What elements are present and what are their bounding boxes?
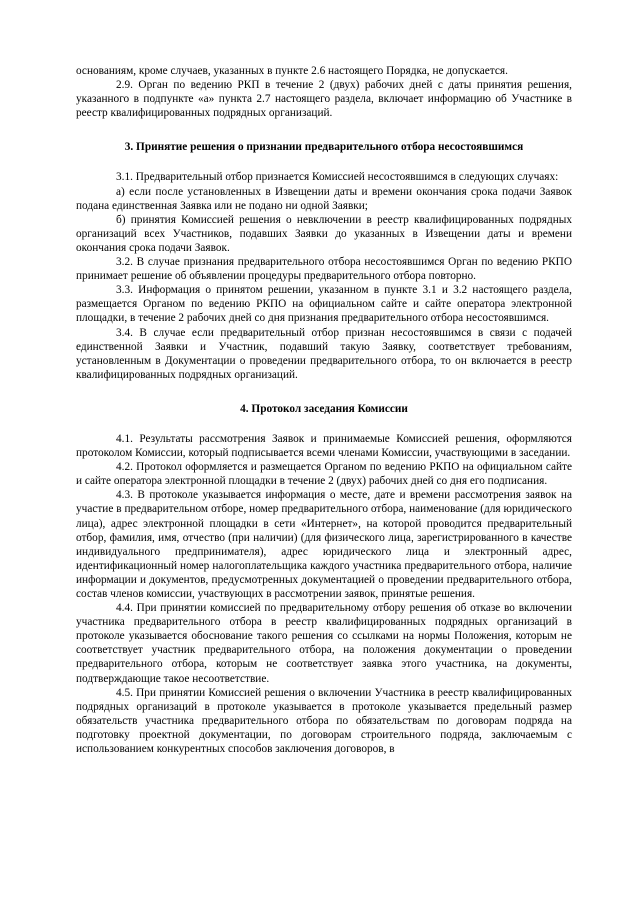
section-3-heading: 3. Принятие решения о признании предварительного отбора несостоявшимся [124, 141, 524, 154]
paragraph-3-1: 3.1. Предварительный отбор признается Комиссией несостоявшимся в следующих случаях: [116, 171, 559, 184]
document-body [76, 64, 572, 756]
section-4-heading: 4. Протокол заседания Комиссии [240, 402, 408, 415]
paragraph-4-2: 4.2. Протокол оформляется и размещается Органом по ведению РКПО на официальном сайте и сайте оператора электронной площадки в течение 2 (двух) рабочих дней со дня его подписания. [76, 461, 572, 488]
paragraph-4-1: 4.1. Результаты рассмотрения Заявок и принимаемые Комиссией решения, оформляются протоколом Комиссии, который подписывается всеми членами Комиссии, участвующими в заседании. [76, 432, 572, 460]
paragraph-4-4: 4.4. При принятии комиссией по предварительному отбору решения об отказе во включении участника предварительного отбора в реестр квалифицированных подрядных организаций в протоколе указывается обоснование такого решения со ссылками на нормы Положения, которым не соответствует участник предварительного отбора, на положения документации о проведении предварительного отбора, которым не соответствует заявка этого участника, на документы, подтверждающие такое несоответствие. [76, 602, 572, 685]
paragraph-4-5: 4.5. При принятии Комиссией решения о включении Участника в реестр квалифицированных подрядных организаций в протоколе указывается в протоколе указывается предельный размер обязательств участника предварительного отбора по обязательствам по договорам подряда на подготовку проектной документации, по договорам строительного подряда, заключаемым с использованием конкурентных способов заключения договоров, в [76, 686, 572, 756]
paragraph-3-3: 3.3. Информация о принятом решении, указанном в пункте 3.1 и 3.2 настоящего раздела, размещается Органом по ведению РКПО на официальном сайте и сайте оператора электронной площадки, в течение 2 рабочих дней со дня признания предварительного отбора несостоявшимся. [76, 284, 572, 325]
paragraph-3-1-b: б) принятия Комиссией решения о невключении в реестр квалифицированных подрядных организаций всех Участников, подавших Заявки до указанных в Извещении даты и времени окончания срока подачи Заявок. [76, 213, 572, 254]
paragraph-2-9: 2.9. Орган по ведению РКП в течение 2 (двух) рабочих дней с даты принятия решения, указанного в подпункте «а» пункта 2.7 настоящего раздела, включает информацию об Участнике в реестр квалифицированных подрядных организаций. [76, 79, 572, 120]
paragraph-4-3: 4.3. В протоколе указывается информация о месте, дате и времени рассмотрения заявок на участие в предварительном отборе, номер предварительного отбора, наименование (для юридического лица), адрес электронной площадки в сети «Интернет», на которой проводится предварительный отбор, фамилия, имя, отчество (при наличии) (для физического лица, зарегистрированного в качестве индивидуального предпринимателя), адрес юридического лица и электронный адрес, идентификационный номер налогоплательщика каждого участника предварительного отбора, наличие информации и документов, предусмотренных документацией о проведении предварительного отбора, состав членов комиссии, участвующих в рассмотрении заявок, принятые решения. [76, 489, 572, 600]
paragraph-3-4: 3.4. В случае если предварительный отбор признан несостоявшимся в связи с подачей единственной Заявки и Участник, подавший такую Заявку, соответствует требованиям, установленным в Документации о проведении предварительного отбора, то он включается в реестр квалифицированных подрядных организаций. [76, 326, 572, 381]
paragraph-3-1-a: а) если после установленных в Извещении даты и времени окончания срока подачи Заявок подана единственная Заявка или не подано ни одной Заявки; [76, 185, 572, 212]
paragraph-2-8-tail: основаниям, кроме случаев, указанных в пункте 2.6 настоящего Порядка, не допускается. [76, 65, 508, 77]
paragraph-3-2: 3.2. В случае признания предварительного отбора несостоявшимся Орган по ведению РКПО принимает решение об объявлении процедуры предварительного отбора повторно. [76, 256, 572, 283]
